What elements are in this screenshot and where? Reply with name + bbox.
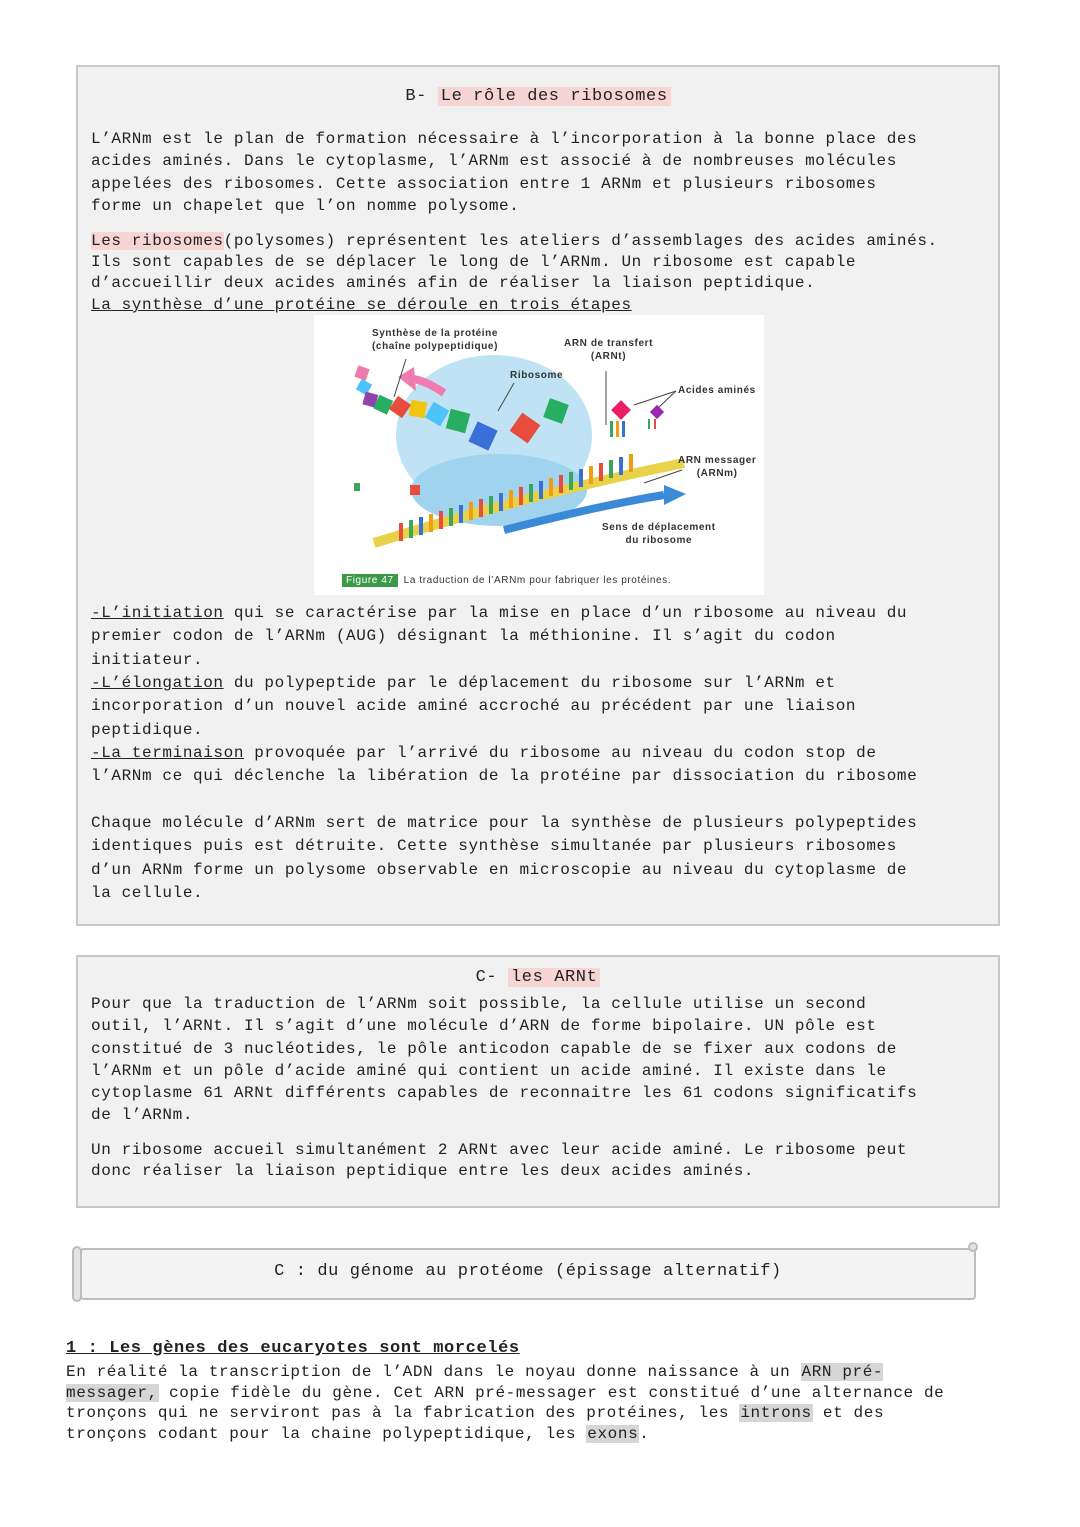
step-initiation (91, 602, 991, 672)
step-termination (91, 742, 991, 789)
section-b-para2 (91, 231, 991, 294)
step-elongation-term: -L’élongation (91, 674, 224, 692)
section-c-title-text: les ARNt (508, 968, 600, 987)
figure-caption (342, 575, 671, 586)
label-direction: Sens de déplacement du ribosome (602, 522, 716, 546)
step-elongation-text: du polypeptide par le déplacement du ribosome sur l’ARNm et incorporation d’un nouvel acide aminé accroché au précédent par une liaison peptidique. (91, 674, 857, 739)
figure-caption-text: La traduction de l’ARNm pour fabriquer les protéines. (403, 575, 672, 586)
banner-scroll-right (968, 1242, 978, 1252)
label-amino-acids: Acides aminés (678, 385, 756, 396)
section-c-box (76, 955, 1000, 1208)
exons-highlight: exons (587, 1424, 639, 1443)
section-b-box (76, 65, 1000, 926)
section-b-final-para: Chaque molécule d’ARNm sert de matrice pour la synthèse de plusieurs polypeptides identiques puis est détruite. Cette synthèse simultanée par plusieurs ribosomes d’un ARNm forme un polysome observable en microscopie au niveau du cytoplasme de la cellule. (91, 814, 918, 902)
direction-arrowhead (664, 485, 686, 505)
label-protein-synthesis: Synthèse de la protéine (chaîne polypeptidique) (372, 328, 499, 352)
section-b-prefix: B- (405, 87, 427, 106)
leader-line-aa1 (634, 391, 676, 405)
s1-text-2: copie fidèle du gène. Cet ARN pré-messager est constitué d’une alternance de tronçons qui ne serviront pas à la fabrication des protéines, les (66, 1383, 945, 1422)
translation-figure (314, 315, 764, 595)
section-b-para1: L’ARNm est le plan de formation nécessaire à l’incorporation à la bonne place des acides aminés. Dans le cytoplasme, l’ARNm est associé à de nombreuses molécules appelées des ribosomes. Cette association entre 1 ARNm et plusieurs ribosomes forme un chapelet que l’on nomme polysome. (91, 130, 918, 215)
banner-body (80, 1248, 976, 1300)
introns-highlight: introns (740, 1404, 812, 1422)
section-c-title (78, 968, 998, 987)
protein-arrowhead (398, 367, 416, 391)
arn-pre-messager-highlight: ARN pré- messager, (66, 1363, 884, 1402)
ribosomes-highlight: Les ribosomes (91, 232, 224, 250)
section-c-prefix: C- (475, 968, 498, 987)
section-b-para2-text: (polysomes) représentent les ateliers d’assemblages des acides aminés. Ils sont capables de se déplacer le long de l’ARNm. Un ribosome est capable d’accueillir deux acides aminés afin de réaliser la liaison peptidique. (91, 232, 938, 292)
step-initiation-term: -L’initiation (91, 604, 224, 622)
label-trna: ARN de transfert (ARNt) (564, 338, 654, 362)
section-c-para2: Un ribosome accueil simultanément 2 ARNt avec leur acide aminé. Le ribosome peut donc réaliser la liaison peptidique entre les deux acides aminés. (91, 1141, 908, 1180)
section-c-para1: Pour que la traduction de l’ARNm soit possible, la cellule utilise un second outil, l’ARNt. Il s’agit d’une molécule d’ARN de forme bipolaire. UN pôle est constitué de 3 nucléotides, le pôle anticodon capable de se fixer aux codons de l’ARNm et un pôle d’acide aminé qui contient un acide aminé. Il existe dans le cytoplasme 61 ARNt différents capables de reconnaitre les 61 codons significatifs de l’ARNm. (91, 995, 918, 1125)
s1-text-3: et des tronçons codant pour la chaine polypeptidique, les (66, 1404, 885, 1443)
step-termination-text: provoquée par l’arrivé du ribosome au niveau du codon stop de l’ARNm ce qui déclenche la libération de la protéine par dissociation du ribosome (91, 744, 918, 786)
steps-intro: La synthèse d’une protéine se déroule en trois étapes (91, 296, 632, 314)
section-b-title-text: Le rôle des ribosomes (438, 87, 671, 106)
label-ribosome: Ribosome (510, 370, 564, 381)
section-banner (72, 1242, 978, 1304)
banner-title: C : du génome au protéome (épissage alternatif) (274, 1262, 782, 1281)
figure-badge: Figure 47 (342, 574, 398, 587)
label-mrna: ARN messager (ARNm) (678, 455, 757, 479)
s1-text-4: . (639, 1424, 650, 1443)
section-b-title (78, 87, 998, 106)
banner-scroll-left (72, 1246, 82, 1302)
step-elongation (91, 672, 991, 742)
section-1-text (66, 1362, 1016, 1444)
s1-text-1: En réalité la transcription de l’ADN dans le noyau donne naissance à un (66, 1363, 801, 1381)
step-initiation-text: qui se caractérise par la mise en place d’un ribosome au niveau du premier codon de l’ARNm (AUG) désignant la méthionine. Il s’agit du codon initiateur. (91, 604, 908, 669)
section-1-heading: 1 : Les gènes des eucaryotes sont morcelés (66, 1339, 520, 1358)
step-termination-term: -La terminaison (91, 744, 245, 762)
